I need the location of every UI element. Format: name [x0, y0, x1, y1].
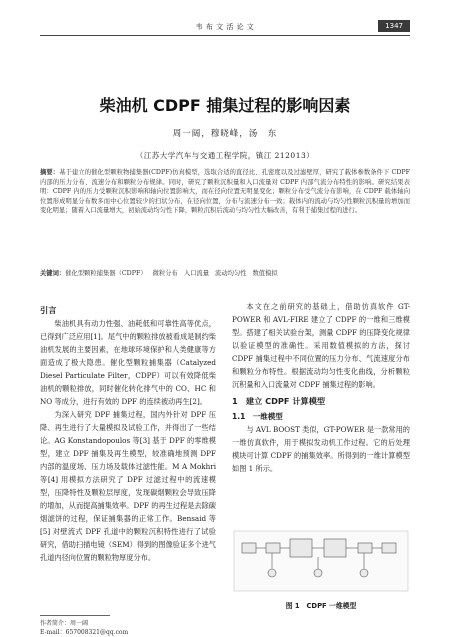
abstract-label: 摘要： [40, 169, 60, 176]
abstract-text: 基于建立的催化型颗粒物捕集器(CDPF)仿真模型，选取合适的直径比、孔密度以及过滤壁厚，研究了载体参数条件下 CDPF 内部的压力分布、流速分布和颗粒分布规律。同时，研究了颗粒沉积量和入口流量对 CDPF 内部气流分布特性的影响。研究结果表明：CDPF 内的压力受颗粒沉积影响和轴向位置影响大，而在径向位置无明显变化；颗粒分布受气流分布影响，在 CDPF 载体轴向位置形成明显分布数多而中心位置较少的扫状分布，在径向位置，分布与流速分布一致；载体内的流动与均匀性颗粒沉积量的增加而变化明显；随着入口流量增大，初始流动均匀性下降，颗粒沉积后流动与均匀性大幅改善，有利于捕集过程的进行。 [40, 169, 410, 215]
running-header [40, 22, 410, 36]
body-paragraph: 本文在之前研究的基础上，借助仿真软件 GT-POWER 和 AVL-FIRE 建立了 CDPF 的一维和三维模型。搭建了相关试验台架，测量 CDPF 的压降变化规律以验证模型的准确性。采用数值模拟的方法，探讨 CDPF 捕集过程中不同位置的压力分布、气流速度分布和颗粒分布特性。根据流动均匀性变化曲线，分析颗粒沉积量和入口流量对 CDPF 捕集过程的影响。 [232, 302, 410, 389]
keyword: 数值模拟 [252, 270, 278, 277]
journal-name: 韦 布 文 活 论 文 [195, 23, 255, 31]
footnote-rule [40, 615, 110, 616]
keyword: 流动均匀性 [215, 270, 247, 277]
keyword: 微粒分布 [152, 270, 178, 277]
footnote-author: 作者简介：周一阔 [40, 620, 89, 627]
keyword: 催化型颗粒捕集器（CDPF） [65, 270, 147, 277]
section-heading-model: 1 建立 CDPF 计算模型 [232, 396, 326, 406]
subsection-heading: 1.1 一维模型 [232, 412, 283, 421]
body-paragraph: 为深入研究 DPF 捕集过程，国内外针对 DPF 压降、再生进行了大量模拟及试验工作，并得出了一些结论。AG Konstandopoulos 等[3] 基于 DPF 的零维模型，建立 DPF 捕集及再生模型，较准确地预测 DPF 内部的温度场、压力场及载体过滤性能。M A Mokhri 等[4] 用模拟方法研究了 DPF 过滤过程中的流速模型，压降特性及颗粒层厚度，发现碳烟颗粒会导致压降的增加，从而提高捕集效率。DPF 的再生过程是去除碳烟滤饼的过程，保证捕集器的正常工作。Bensaid 等[5] 对壁流式 DPF 孔道中的颗粒沉积特性进行了试验研究，借助扫描电镜（SEM）得到的图像验证多个进气孔道内径向位置的颗粒物厚度分布。 [40, 410, 216, 562]
right-column [232, 300, 410, 475]
paper-title: 柴油机 CDPF 捕集过程的影响因素 [99, 96, 351, 115]
body-paragraph: 与 AVL BOOST 类似，GT-POWER 是一款常用的一维仿真软件，用于模拟发动机工作过程。它的后处理模块可计算 CDPF 的捕集效率。所得到的一维计算模型如图 1 所示。 [232, 425, 410, 473]
keywords-label: 关键词： [40, 270, 66, 277]
affiliation: （江苏大学汽车与交通工程学院，镇江 212013） [135, 151, 315, 160]
footnote-email: E-mail：657008321@qq.com [40, 629, 129, 636]
section-heading-intro: 引言 [40, 305, 57, 315]
authors: 周一阔，穆晓峰，汤 东 [172, 129, 278, 139]
keyword: 入口流量 [183, 270, 210, 277]
abstract [40, 168, 410, 216]
left-column [40, 300, 216, 564]
figure-caption: 图 1 CDPF 一维模型 [285, 602, 357, 610]
body-paragraph: 柴油机具有动力性强、油耗低和可靠性高等优点，已得到广泛应用[1]。尾气中的颗粒排放被看成是制约柴油机发展的主要因素，在地球环境保护和人类健康等方面造成了极大隐患。催化型颗粒捕集器（Catalyzed Diesel Particulate Filter，CDPF）可以有效降低柴油机的颗粒排放，同时催化转化排气中的 CO、HC 和 NO 等成分，进行有效的 DPF 的连续被动再生[2]。 [40, 319, 216, 406]
keywords [40, 268, 410, 277]
page-number: 1347 [378, 20, 410, 32]
